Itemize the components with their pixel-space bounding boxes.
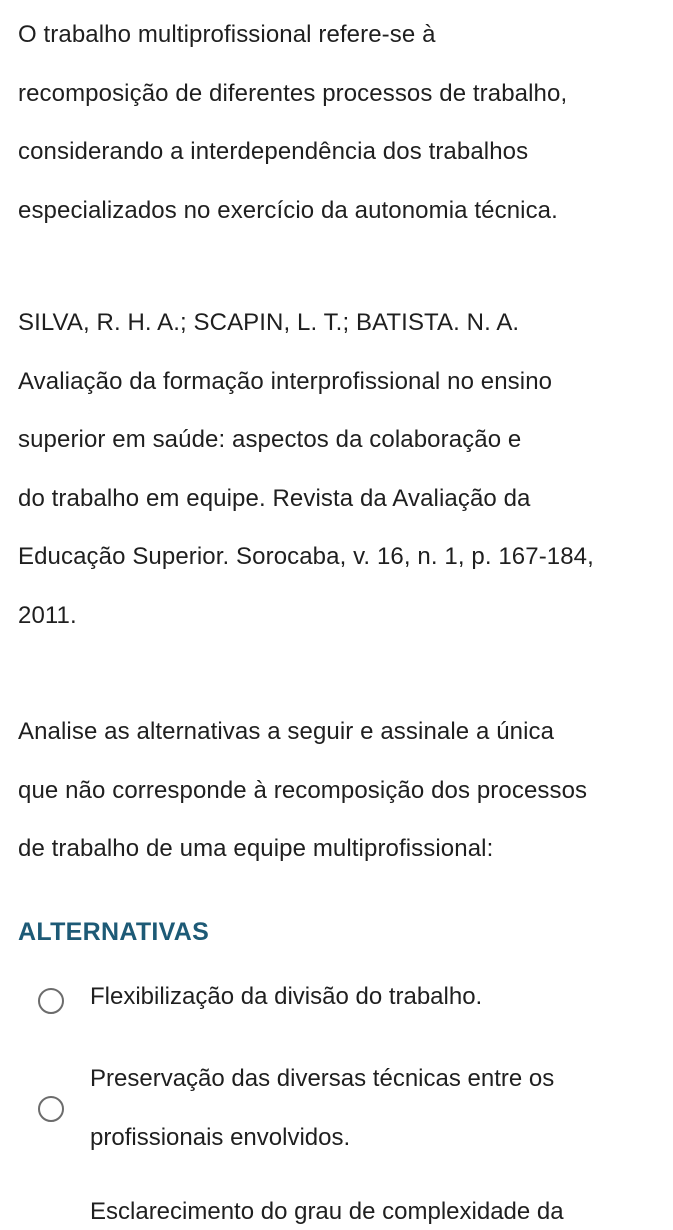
radio-button-icon[interactable]	[38, 988, 64, 1014]
question-prompt	[18, 703, 663, 879]
option-label-line: Esclarecimento do grau de complexidade da	[90, 1198, 564, 1225]
statement-line: recomposição de diferentes processos de trabalho,	[18, 79, 568, 107]
citation-line: SILVA, R. H. A.; SCAPIN, L. T.; BATISTA. N. A.	[18, 309, 520, 336]
option-label-line: profissionais envolvidos.	[90, 1123, 351, 1151]
citation-reference	[18, 294, 663, 645]
option-label[interactable]	[90, 968, 482, 1027]
question-line: de trabalho de uma equipe multiprofissional:	[18, 835, 494, 862]
statement-line: O trabalho multiprofissional refere-se à	[18, 21, 436, 48]
option-label[interactable]	[90, 1183, 564, 1230]
statement-line: considerando a interdependência dos trabalhos	[18, 138, 529, 165]
question-line: Analise as alternativas a seguir e assinale a única	[18, 718, 555, 745]
citation-line: Educação Superior. Sorocaba, v. 16, n. 1, p. 167-184,	[18, 543, 594, 570]
alternatives-title: ALTERNATIVAS	[18, 918, 210, 946]
option-label-line: Preservação das diversas técnicas entre os	[90, 1065, 555, 1092]
statement-line: especializados no exercício da autonomia técnica.	[18, 196, 558, 224]
radio-button-icon[interactable]	[38, 1096, 64, 1122]
citation-line: Avaliação da formação interprofissional no ensino	[18, 367, 553, 395]
question-line: que não corresponde à recomposição dos processos	[18, 776, 588, 804]
citation-line: 2011.	[18, 601, 77, 629]
citation-line: superior em saúde: aspectos da colaboração e	[18, 426, 522, 453]
option-label[interactable]	[90, 1050, 554, 1167]
citation-line: do trabalho em equipe. Revista da Avaliação da	[18, 484, 531, 512]
question-statement	[18, 6, 663, 240]
option-label-line: Flexibilização da divisão do trabalho.	[90, 983, 483, 1010]
